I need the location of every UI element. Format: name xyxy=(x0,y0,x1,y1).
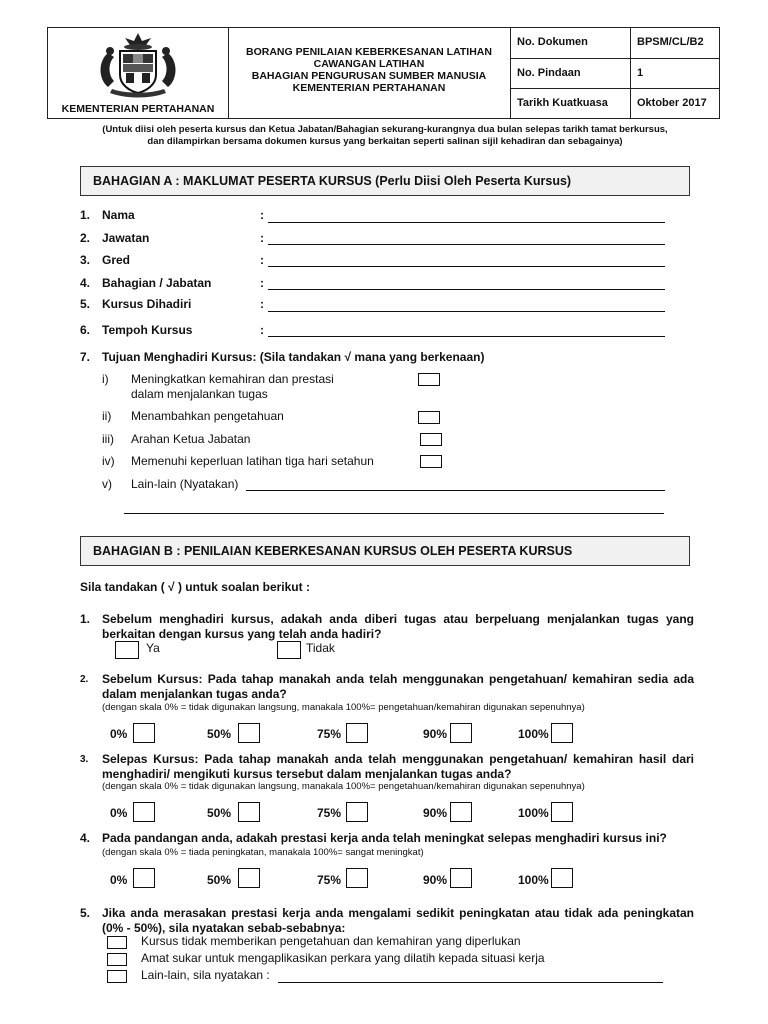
question-2-hint: (dengan skala 0% = tidak digunakan langsung, manakala 100%= pengetahuan/kemahiran digunakan sepenuhnya) xyxy=(102,702,585,713)
meta-label-document-no: No. Dokumen xyxy=(517,36,588,48)
scale-label-75: 75% xyxy=(317,806,342,820)
option-line: dalam menjalankan tugas xyxy=(131,387,268,401)
header-divider xyxy=(510,58,719,59)
field-label-department: Bahagian / Jabatan xyxy=(102,276,212,290)
field-number: 5. xyxy=(80,297,91,311)
coat-of-arms-emblem xyxy=(96,31,180,101)
q5-reason-text: Lain-lain, sila nyatakan : xyxy=(141,968,270,982)
scale-label-50: 50% xyxy=(207,873,232,887)
form-title-line: BORANG PENILAIAN KEBERKESANAN LATIHAN xyxy=(246,46,492,58)
section-b-title: BAHAGIAN B : PENILAIAN KEBERKESANAN KURSUS OLEH PESERTA KURSUS xyxy=(80,536,690,566)
field-number: 3. xyxy=(80,253,91,267)
purpose-checkbox-improve-skills[interactable] xyxy=(418,373,440,386)
scale-label-90: 90% xyxy=(423,727,448,741)
field-number: 2. xyxy=(80,231,91,245)
form-title-line: KEMENTERIAN PERTAHANAN xyxy=(292,82,446,94)
meta-value-document-no: BPSM/CL/B2 xyxy=(637,36,704,48)
scale-label-75: 75% xyxy=(317,873,342,887)
field-label-course: Kursus Dihadiri xyxy=(102,297,192,311)
purpose-option-text: Lain-lain (Nyatakan) xyxy=(131,477,239,491)
header-divider xyxy=(510,28,511,118)
scale-label-100: 100% xyxy=(518,873,549,887)
question-4-hint: (dengan skala 0% = tiada peningkatan, manakala 100%= sangat meningkat) xyxy=(102,847,424,858)
q2-scale-75-checkbox[interactable] xyxy=(346,723,368,743)
document-header xyxy=(47,27,720,119)
q2-scale-0-checkbox[interactable] xyxy=(133,723,155,743)
option-numeral: i) xyxy=(102,372,109,386)
q1-no-label: Tidak xyxy=(306,641,335,655)
question-5-text: Jika anda merasakan prestasi kerja anda mengalami sedikit peningkatan atau tidak ada peningkatan (0% - 50%), sila nyatakan sebab-sebabnya: xyxy=(102,906,694,935)
field-number: 7. xyxy=(80,350,91,364)
field-colon: : xyxy=(260,323,264,337)
q5-other-reason-input-line[interactable] xyxy=(278,982,663,983)
field-number: 1. xyxy=(80,208,91,222)
scale-label-0: 0% xyxy=(110,873,128,887)
meta-value-effective-date: Oktober 2017 xyxy=(637,97,707,109)
field-label-name: Nama xyxy=(102,208,135,222)
scale-label-90: 90% xyxy=(423,806,448,820)
option-line: Meningkatkan kemahiran dan prestasi xyxy=(131,372,334,386)
q5-reason-checkbox-other[interactable] xyxy=(107,970,127,983)
q1-yes-checkbox[interactable] xyxy=(115,641,139,659)
q5-reason-text: Kursus tidak memberikan pengetahuan dan kemahiran yang diperlukan xyxy=(141,934,521,948)
q4-scale-50-checkbox[interactable] xyxy=(238,868,260,888)
purpose-checkbox-knowledge[interactable] xyxy=(418,411,440,424)
q2-scale-50-checkbox[interactable] xyxy=(238,723,260,743)
purpose-checkbox-head-directive[interactable] xyxy=(420,433,442,446)
question-number: 4. xyxy=(80,831,91,845)
scale-label-0: 0% xyxy=(110,806,128,820)
q5-reason-text: Amat sukar untuk mengaplikasikan perkara yang dilatih kepada situasi kerja xyxy=(141,951,545,965)
header-divider xyxy=(630,28,631,118)
note-line: dan dilampirkan bersama dokumen kursus yang berkaitan seperti salinan sijil kehadiran dan sebagainya) xyxy=(147,136,623,147)
purpose-option-text: Arahan Ketua Jabatan xyxy=(131,432,251,446)
meta-value-amendment-no: 1 xyxy=(637,67,644,79)
department-input-line[interactable] xyxy=(268,289,665,290)
purpose-question: Tujuan Menghadiri Kursus: (Sila tandakan √ mana yang berkenaan) xyxy=(102,350,485,364)
field-colon: : xyxy=(260,297,264,311)
course-input-line[interactable] xyxy=(268,311,665,312)
q5-reason-checkbox-no-knowledge[interactable] xyxy=(107,936,127,949)
name-input-line[interactable] xyxy=(268,222,665,223)
ministry-name: KEMENTERIAN PERTAHANAN xyxy=(61,103,215,115)
q3-scale-0-checkbox[interactable] xyxy=(133,802,155,822)
option-numeral: iv) xyxy=(102,454,115,468)
q2-scale-90-checkbox[interactable] xyxy=(450,723,472,743)
field-colon: : xyxy=(260,276,264,290)
form-title xyxy=(228,46,510,94)
field-colon: : xyxy=(260,208,264,222)
q4-scale-75-checkbox[interactable] xyxy=(346,868,368,888)
q4-scale-100-checkbox[interactable] xyxy=(551,868,573,888)
section-a-title: BAHAGIAN A : MAKLUMAT PESERTA KURSUS (Perlu Diisi Oleh Peserta Kursus) xyxy=(80,166,690,196)
grade-input-line[interactable] xyxy=(268,266,665,267)
field-label-position: Jawatan xyxy=(102,231,150,245)
question-number: 2. xyxy=(80,674,89,685)
purpose-checkbox-training-days[interactable] xyxy=(420,455,442,468)
duration-input-line[interactable] xyxy=(268,336,665,337)
question-1-text: Sebelum menghadiri kursus, adakah anda diberi tugas atau berpeluang menjalankan tugas yang berkaitan dengan kursus yang telah anda hadiri? xyxy=(102,612,694,641)
section-b-instruction: Sila tandakan ( √ ) untuk soalan berikut : xyxy=(80,580,310,594)
option-numeral: v) xyxy=(102,477,112,491)
field-label-duration: Tempoh Kursus xyxy=(102,323,193,337)
field-number: 4. xyxy=(80,276,91,290)
option-numeral: ii) xyxy=(102,409,112,423)
form-title-line: CAWANGAN LATIHAN xyxy=(313,58,425,70)
field-label-grade: Gred xyxy=(102,253,131,267)
field-colon: : xyxy=(260,231,264,245)
q2-scale-100-checkbox[interactable] xyxy=(551,723,573,743)
scale-label-100: 100% xyxy=(518,727,549,741)
q3-scale-90-checkbox[interactable] xyxy=(450,802,472,822)
field-colon: : xyxy=(260,253,264,267)
question-4-text: Pada pandangan anda, adakah prestasi kerja anda telah meningkat selepas menghadiri kursus ini? xyxy=(102,831,667,845)
other-purpose-input-line-2[interactable] xyxy=(124,513,664,514)
form-title-line: BAHAGIAN PENGURUSAN SUMBER MANUSIA xyxy=(251,70,487,82)
scale-label-50: 50% xyxy=(207,806,232,820)
q3-scale-50-checkbox[interactable] xyxy=(238,802,260,822)
q5-reason-checkbox-hard-to-apply[interactable] xyxy=(107,953,127,966)
q3-scale-100-checkbox[interactable] xyxy=(551,802,573,822)
field-number: 6. xyxy=(80,323,91,337)
purpose-option-text: Memenuhi keperluan latihan tiga hari setahun xyxy=(131,454,374,468)
question-3-text: Selepas Kursus: Pada tahap manakah anda telah menggunakan pengetahuan/ kemahiran hasil dari menghadiri/ mengikuti kursus tersebut dalam menjalankan tugas anda? xyxy=(102,752,694,781)
option-numeral: iii) xyxy=(102,432,114,446)
purpose-option-text: Menambahkan pengetahuan xyxy=(131,409,284,423)
header-divider xyxy=(510,88,719,89)
question-number: 1. xyxy=(80,612,91,626)
meta-label-effective-date: Tarikh Kuatkuasa xyxy=(517,97,608,109)
q4-scale-90-checkbox[interactable] xyxy=(450,868,472,888)
instruction-note xyxy=(60,124,710,148)
q3-scale-75-checkbox[interactable] xyxy=(346,802,368,822)
question-3-hint: (dengan skala 0% = tidak digunakan langsung, manakala 100%= pengetahuan/kemahiran digunakan sepenuhnya) xyxy=(102,781,585,792)
scale-label-90: 90% xyxy=(423,873,448,887)
scale-label-75: 75% xyxy=(317,727,342,741)
question-number: 3. xyxy=(80,754,89,765)
q1-yes-label: Ya xyxy=(146,641,160,655)
position-input-line[interactable] xyxy=(268,244,665,245)
other-purpose-input-line[interactable] xyxy=(246,490,665,491)
note-line: (Untuk diisi oleh peserta kursus dan Ketua Jabatan/Bahagian sekurang-kurangnya dua bulan selepas tarikh tamat berkursus, xyxy=(102,124,668,135)
question-2-text: Sebelum Kursus: Pada tahap manakah anda telah menggunakan pengetahuan/ kemahiran sedia ada dalam menjalankan tugas anda? xyxy=(102,672,694,701)
question-number: 5. xyxy=(80,906,91,920)
meta-label-amendment-no: No. Pindaan xyxy=(517,67,581,79)
q4-scale-0-checkbox[interactable] xyxy=(133,868,155,888)
scale-label-50: 50% xyxy=(207,727,232,741)
q1-no-checkbox[interactable] xyxy=(277,641,301,659)
purpose-option-text xyxy=(131,372,334,402)
scale-label-0: 0% xyxy=(110,727,128,741)
scale-label-100: 100% xyxy=(518,806,549,820)
